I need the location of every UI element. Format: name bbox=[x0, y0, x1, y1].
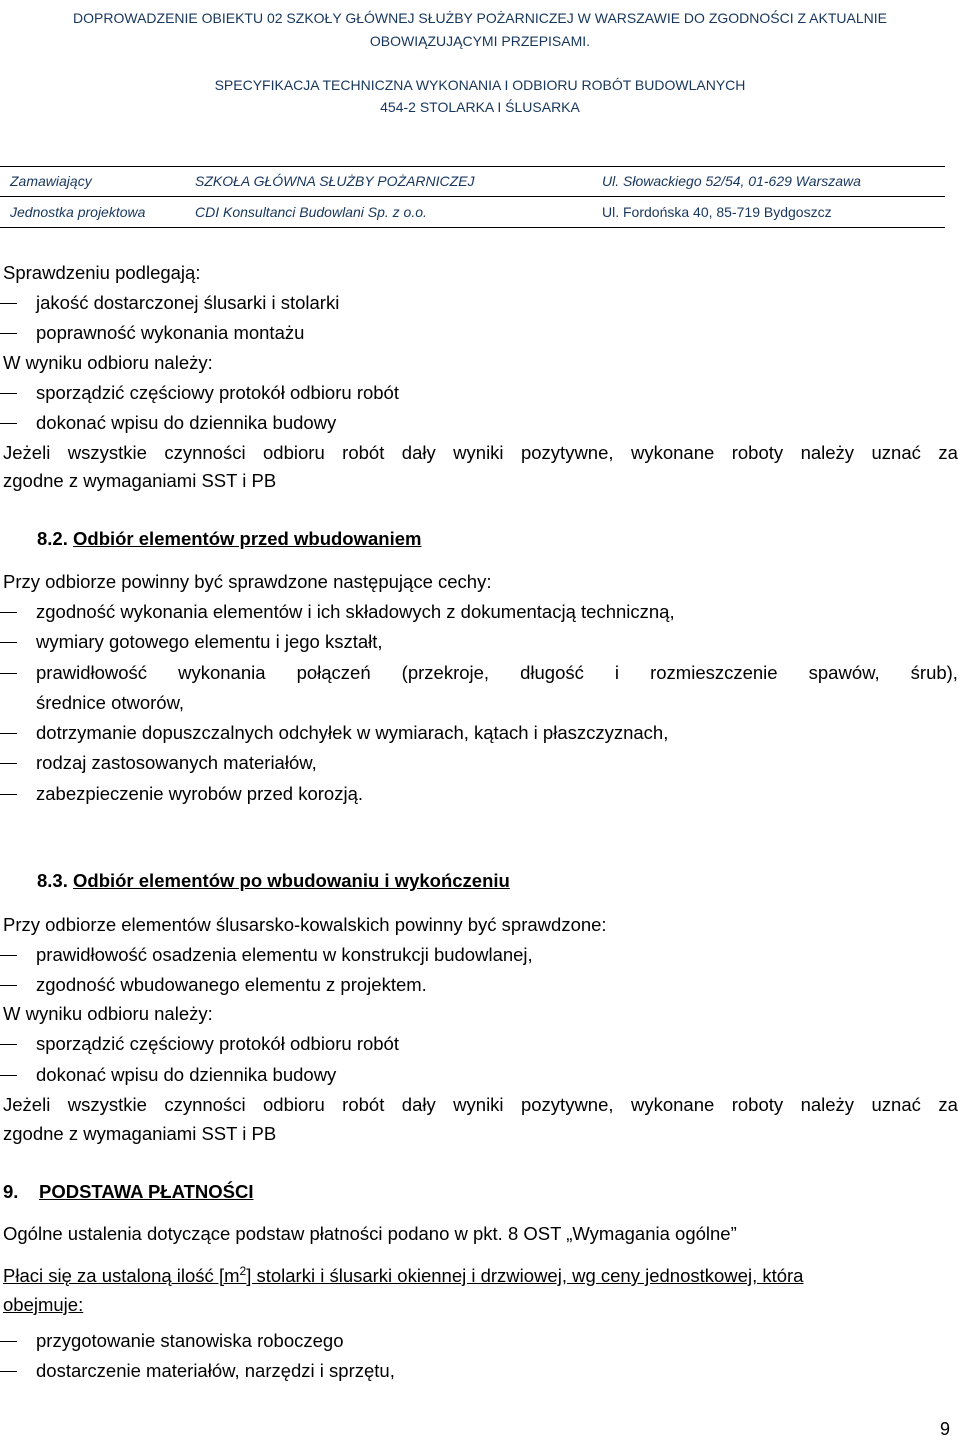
dash-bullet bbox=[0, 1341, 17, 1342]
client-label: Zamawiający bbox=[10, 173, 92, 189]
result-paragraph-2-line1: Jeżeli wszystkie czynności odbioru robót dały wyniki pozytywne, wykonane roboty należy uznać za bbox=[3, 1094, 958, 1115]
table-mid-rule bbox=[0, 196, 945, 197]
dash-bullet bbox=[0, 1371, 17, 1372]
client-name: SZKOŁA GŁÓWNA SŁUŻBY POŻARNICZEJ bbox=[195, 173, 475, 189]
page-number: 9 bbox=[939, 1419, 950, 1439]
checks-after-intro: Przy odbiorze elementów ślusarsko-kowalskich powinny być sprawdzone: bbox=[3, 914, 607, 935]
dash-bullet bbox=[0, 303, 17, 304]
designer-address: Ul. Fordońska 40, 85-719 Bydgoszcz bbox=[602, 204, 832, 220]
dash-bullet bbox=[0, 985, 17, 986]
result-paragraph-line2: zgodne z wymaganiami SST i PB bbox=[3, 470, 277, 491]
dash-bullet bbox=[0, 612, 17, 613]
result-intro: W wyniku odbioru należy: bbox=[3, 352, 213, 373]
header-title-line1: DOPROWADZENIE OBIEKTU 02 SZKOŁY GŁÓWNEJ SŁUŻBY POŻARNICZEJ W WARSZAWIE DO ZGODNOŚCI Z AKTUALNIE bbox=[73, 10, 887, 26]
result-paragraph-line1: Jeżeli wszystkie czynności odbioru robót dały wyniki pozytywne, wykonane roboty należy uznać za bbox=[3, 442, 958, 463]
designer-label: Jednostka projektowa bbox=[10, 204, 146, 220]
dash-bullet bbox=[0, 955, 17, 956]
features-intro: Przy odbiorze powinny być sprawdzone następujące cechy: bbox=[3, 571, 492, 592]
section-8-3-heading: 8.3. Odbiór elementów po wbudowaniu i wykończeniu bbox=[37, 870, 510, 891]
checks-intro: Sprawdzeniu podlegają: bbox=[3, 262, 201, 283]
payment-paragraph-line1: Płaci się za ustaloną ilość $[m^2]$ stolarki i ślusarki okiennej i drzwiowej, wg ceny jednostkowej, która bbox=[3, 1264, 804, 1286]
payment-general: Ogólne ustalenia dotyczące podstaw płatności podano w pkt. 8 OST „Wymagania ogólne” bbox=[3, 1223, 737, 1244]
spec-subtitle: 454-2 STOLARKA I ŚLUSARKA bbox=[380, 99, 580, 115]
result-paragraph-2-line2: zgodne z wymaganiami SST i PB bbox=[3, 1123, 277, 1144]
dash-bullet bbox=[0, 423, 17, 424]
table-bottom-rule bbox=[0, 227, 945, 228]
dash-bullet bbox=[0, 673, 17, 674]
table-top-rule bbox=[0, 166, 945, 167]
dash-bullet bbox=[0, 763, 17, 764]
designer-name: CDI Konsultanci Budowlani Sp. z o.o. bbox=[195, 204, 427, 220]
dash-bullet bbox=[0, 642, 17, 643]
section-9-heading: 9. PODSTAWA PŁATNOŚCI bbox=[3, 1181, 254, 1202]
header-title-line2: OBOWIĄZUJĄCYMI PRZEPISAMI. bbox=[369, 33, 591, 49]
client-address: Ul. Słowackiego 52/54, 01-629 Warszawa bbox=[602, 173, 861, 189]
section-8-2-heading: 8.2. Odbiór elementów przed wbudowaniem bbox=[37, 528, 422, 549]
dash-bullet bbox=[0, 1075, 17, 1076]
dash-bullet bbox=[0, 794, 17, 795]
payment-paragraph-line2: obejmuje: bbox=[3, 1294, 84, 1315]
dash-bullet bbox=[0, 333, 17, 334]
dash-bullet bbox=[0, 393, 17, 394]
spec-title: SPECYFIKACJA TECHNICZNA WYKONANIA I ODBIORU ROBÓT BUDOWLANYCH bbox=[214, 77, 746, 93]
result-intro-2: W wyniku odbioru należy: bbox=[3, 1003, 213, 1024]
dash-bullet bbox=[0, 733, 17, 734]
dash-bullet bbox=[0, 1044, 17, 1045]
